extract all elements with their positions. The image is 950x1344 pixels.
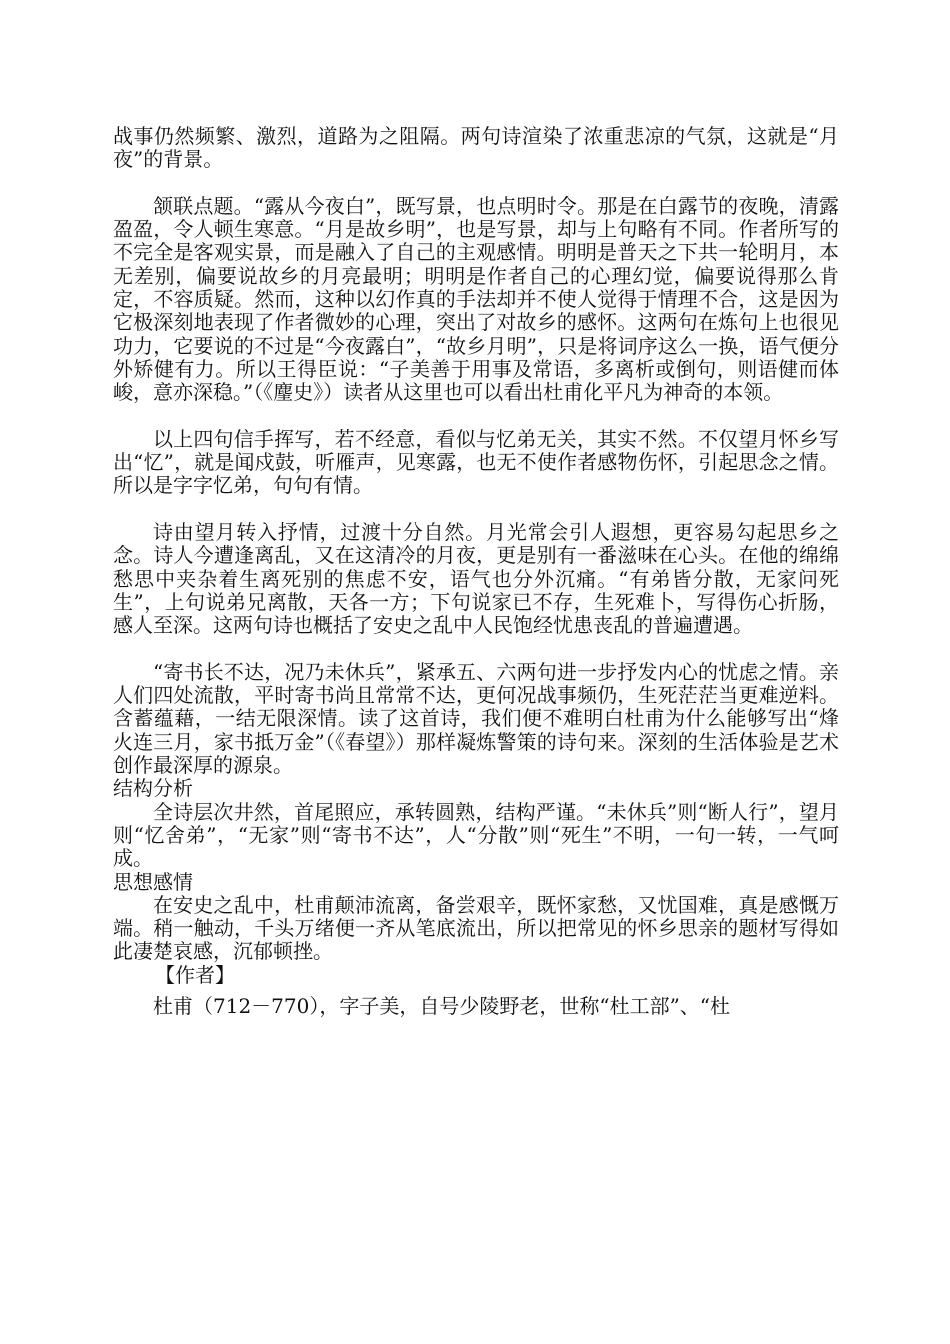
emotion-paragraph: 在安史之乱中，杜甫颠沛流离，备尝艰辛，既怀家愁，又忧国难，真是感慨万端。稍一触动，千头万绪便一齐从笔底流出，所以把常见的怀乡思亲的题材写得如此凄楚哀感，沉郁顿挫。 — [113, 892, 839, 964]
paragraph-emotion-transition: 诗由望月转入抒情，过渡十分自然。月光常会引人遐想，更容易勾起思乡之念。诗人今遭逢离乱，又在这清冷的月夜，更是别有一番滋味在心头。在他的绵绵愁思中夹杂着生离死别的焦虑不安，语气也分外沉痛。“有弟皆分散，无家问死生”，上句说弟兄离散，天各一方；下句说家已不存，生死难卜，写得伤心折肠，感人至深。这两句诗也概括了安史之乱中人民饱经忧患丧乱的普遍遭遇。 — [113, 520, 839, 638]
paragraph-background: 战事仍然频繁、激烈，道路为之阻隔。两句诗渲染了浓重悲凉的气氛，这就是“月夜”的背景。 — [113, 124, 839, 172]
paragraph-conclusion: “寄书长不达，况乃未休兵”，紧承五、六两句进一步抒发内心的忧虑之情。亲人们四处流散，平时寄书尚且常常不达，更何况战事频仍，生死茫茫当更难逆料。含蓄蕴藉，一结无限深情。读了这首诗，我们便不难明白杜甫为什么能够写出“烽火连三月，家书抵万金”（《春望》）那样凝炼警策的诗句来。深刻的生活体验是艺术创作最深厚的源泉。 — [113, 659, 839, 778]
author-paragraph: 杜甫（712－770），字子美，自号少陵野老，世称“杜工部”、“杜 — [153, 993, 731, 1018]
author-heading: 【作者】 — [155, 962, 235, 987]
paragraph-first-four-lines: 以上四句信手挥写，若不经意，看似与忆弟无关，其实不然。不仅望月怀乡写出“忆”，就是闻戍鼓，听雁声，见寒露，也无不使作者感物伤怀，引起思念之情。所以是字字忆弟，句句有情。 — [113, 426, 839, 498]
structure-heading: 结构分析 — [113, 776, 193, 801]
emotion-heading: 思想感情 — [113, 869, 193, 894]
document-body — [113, 125, 839, 1018]
structure-paragraph: 全诗层次井然，首尾照应，承转圆熟，结构严谨。“未休兵”则“断人行”，望月则“忆舍弟”，“无家”则“寄书不达”，人“分散”则“死生”不明，一句一转，一气呵成。 — [113, 799, 839, 871]
paragraph-jinglian: 颔联点题。“露从今夜白”，既写景，也点明时令。那是在白露节的夜晚，清露盈盈，令人顿生寒意。“月是故乡明”，也是写景，却与上句略有不同。作者所写的不完全是客观实景，而是融入了自己的主观感情。明明是普天之下共一轮明月，本无差别，偏要说故乡的月亮最明；明明是作者自己的心理幻觉，偏要说得那么肯定，不容质疑。然而，这种以幻作真的手法却并不使人觉得于情理不合，这是因为它极深刻地表现了作者微妙的心理，突出了对故乡的感怀。这两句在炼句上也很见功力，它要说的不过是“今夜露白”，“故乡月明”，只是将词序这么一换，语气便分外矫健有力。所以王得臣说：“子美善于用事及常语，多离析或倒句，则语健而体峻，意亦深稳。”（《麈史》）读者从这里也可以看出杜甫化平凡为神奇的本领。 — [113, 193, 839, 405]
